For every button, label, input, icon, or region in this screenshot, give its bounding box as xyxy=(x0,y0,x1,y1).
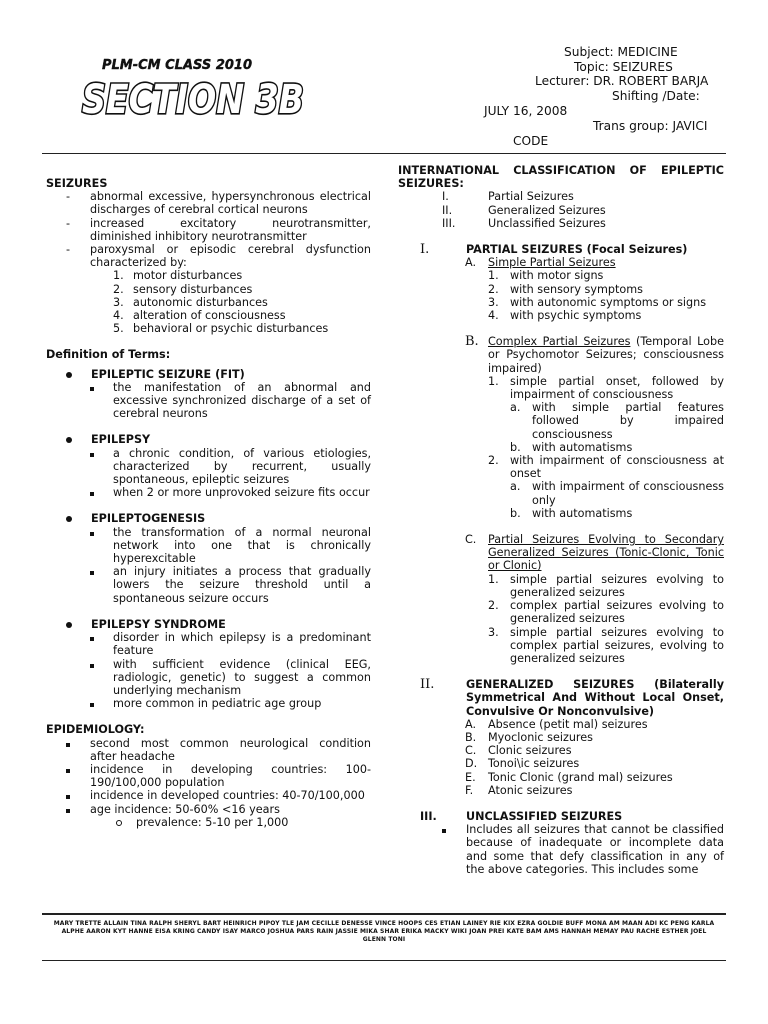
list-item: a chronic condition, of various etiologies, characterized by recurrent, usually spontaneous, epileptic seizures xyxy=(90,447,371,487)
list-item: E. Tonic Clonic (grand mal) seizures xyxy=(465,770,673,784)
bullet-icon xyxy=(66,372,72,378)
intl-classification-list xyxy=(398,190,724,230)
list-item: 4. alteration of consciousness xyxy=(113,309,286,323)
list-item: incidence in developing countries: 100-190/100,000 population xyxy=(66,763,371,789)
list-item: incidence in developed countries: 40-70/100,000 xyxy=(66,789,371,802)
term-heading: EPILEPSY xyxy=(46,433,371,446)
term-definition-list xyxy=(46,631,371,710)
logo-section-text: SECTION 3B xyxy=(82,77,304,123)
list-item: 2. with sensory symptoms xyxy=(488,282,643,296)
lecturer-line: Lecturer: DR. ROBERT BARJA xyxy=(535,74,709,88)
generalized-seizures-heading: II. GENERALIZED SEIZURES (Bilaterally Symmetrical And Without Local Onset, Convulsive Or Nonconvulsive) xyxy=(420,677,724,718)
bullet-icon xyxy=(66,516,72,522)
list-item: 1. simple partial seizures evolving to generalized seizures xyxy=(488,572,724,599)
list-item: b. with automatisms xyxy=(510,506,633,520)
list-item: C. Partial Seizures Evolving to Secondary Generalized Seizures (Tonic-Clonic, Tonic or Clonic) xyxy=(465,533,724,573)
term-definition-list xyxy=(46,447,371,500)
dysfunction-list xyxy=(46,269,371,335)
list-item: F. Atonic seizures xyxy=(465,783,573,797)
epidemiology-list xyxy=(46,737,371,816)
list-item: 1. motor disturbances xyxy=(113,269,243,283)
evolving-partial-section xyxy=(398,533,724,665)
partial-seizures-heading: I. PARTIAL SEIZURES (Focal Seizures) xyxy=(420,242,688,258)
list-item: with sufficient evidence (clinical EEG, radiologic, genetic) to suggest a common underlying mechanism xyxy=(90,658,371,698)
list-item: when 2 or more unprovoked seizure fits occur xyxy=(90,486,371,499)
list-item: 3. autonomic disturbances xyxy=(113,295,268,309)
seizures-title: SEIZURES xyxy=(46,177,108,190)
trans-group-line: Trans group: JAVICI xyxy=(593,119,708,133)
square-bullet-icon xyxy=(90,532,94,536)
list-item: I. Partial Seizures xyxy=(442,190,574,204)
bullet-icon xyxy=(66,437,72,443)
list-item: II. Generalized Seizures xyxy=(442,203,606,217)
list-item: disorder in which epilepsy is a predominant feature xyxy=(90,631,371,657)
list-item: 2. sensory disturbances xyxy=(113,282,253,296)
shifting-date-line: Shifting /Date: xyxy=(612,89,700,103)
list-item: 4. with psychic symptoms xyxy=(488,309,642,323)
square-bullet-icon xyxy=(66,769,70,773)
list-item: 2. with impairment of consciousness at onset xyxy=(488,454,724,481)
circle-bullet-icon xyxy=(116,820,122,826)
seizures-list xyxy=(46,190,371,269)
square-bullet-icon xyxy=(66,795,70,799)
term-heading: EPILEPSY SYNDROME xyxy=(46,618,371,631)
footer-names: MARY TRETTE ALLAIN TINA RALPH SHERYL BART HEINRICH PIPOY TLE JAM CECILLE DENESSE VINCE HOOPS CES ETIAN LAINEY RIE KIX EZRA GOLDIE BUFF MONA AM MAAN ADI KC PENG KARLA ALPHE AARON KYT HANNE EISA KRING CANDY ISAY MARCO JOSHUA PARS RAIN JASSIE MIKA SHAR ERIKA MACKY WIKI JOAN PREI KATE BAM AMS HANNAH MEMAY PAU RACHE ESTHER JOEL GLENN TONI xyxy=(53,920,715,944)
list-item: B. Complex Partial Seizures (Temporal Lobe or Psychomotor Seizures; consciousness impaired) xyxy=(465,334,724,375)
list-item: the transformation of a normal neuronal network into one that is chronically hyperexcitable xyxy=(90,526,371,566)
list-item: a. with impairment of consciousness only xyxy=(510,480,724,507)
subject-line: Subject: MEDICINE xyxy=(564,45,678,59)
list-item: A. Absence (petit mal) seizures xyxy=(465,717,648,731)
list-item: second most common neurological condition after headache xyxy=(66,737,371,763)
simple-partial-section xyxy=(398,256,724,322)
square-bullet-icon xyxy=(90,703,94,707)
header-divider xyxy=(42,153,726,154)
list-item: - increased excitatory neurotransmitter, diminished inhibitory neurotransmitter xyxy=(66,216,371,243)
left-column xyxy=(46,177,371,829)
term-heading: EPILEPTOGENESIS xyxy=(46,512,371,525)
list-item: - paroxysmal or episodic cerebral dysfunction characterized by: xyxy=(66,243,371,270)
list-item: 2. complex partial seizures evolving to generalized seizures xyxy=(488,599,724,626)
right-column xyxy=(398,164,724,876)
footer-divider-top xyxy=(42,913,726,915)
generalized-list xyxy=(398,718,724,797)
list-item: age incidence: 50-60% <16 years xyxy=(66,803,371,816)
section-3b-logo xyxy=(80,55,310,121)
square-bullet-icon xyxy=(90,387,94,391)
date-line: JULY 16, 2008 xyxy=(484,104,568,118)
square-bullet-icon xyxy=(90,637,94,641)
bullet-icon xyxy=(66,622,72,628)
list-item: prevalence: 5-10 per 1,000 xyxy=(46,816,371,829)
list-item: a. with simple partial features followed by impaired consciousness xyxy=(510,401,724,441)
unclassified-seizures-heading: III. UNCLASSIFIED SEIZURES xyxy=(420,809,623,823)
square-bullet-icon xyxy=(90,492,94,496)
epidemiology-title: EPIDEMIOLOGY: xyxy=(46,723,145,737)
square-bullet-icon xyxy=(90,453,94,457)
definitions-title: Definition of Terms: xyxy=(46,348,171,362)
footer-divider-bottom xyxy=(42,960,726,961)
list-item: C. Clonic seizures xyxy=(465,744,572,758)
square-bullet-icon xyxy=(66,809,70,813)
square-bullet-icon xyxy=(90,571,94,575)
term-heading: EPILEPTIC SEIZURE (FIT) xyxy=(46,368,371,381)
term-definition-list xyxy=(46,381,371,421)
list-item: Includes all seizures that cannot be classified because of inadequate or incomplete data and some that defy classification in any of the above categories. This includes some xyxy=(398,823,724,876)
list-item: - abnormal excessive, hypersynchronous electrical discharges of cerebral cortical neurons xyxy=(66,190,371,217)
intl-classification-title: INTERNATIONAL CLASSIFICATION OF EPILEPTIC SEIZURES: xyxy=(398,164,724,191)
list-item: 5. behavioral or psychic disturbances xyxy=(113,322,329,336)
list-item: b. with automatisms xyxy=(510,440,633,454)
logo-class-text: PLM-CM CLASS 2010 xyxy=(102,58,253,73)
list-item: 1. simple partial onset, followed by impairment of consciousness xyxy=(488,374,724,402)
list-item: D. Tonoi\ic seizures xyxy=(465,757,580,771)
list-item: 1. with motor signs xyxy=(488,269,604,283)
topic-line: Topic: SEIZURES xyxy=(574,60,673,74)
square-bullet-icon xyxy=(66,743,70,747)
square-bullet-icon xyxy=(442,829,446,833)
term-definition-list xyxy=(46,526,371,605)
complex-partial-section xyxy=(398,335,724,520)
code-line: CODE xyxy=(513,134,549,148)
list-item: the manifestation of an abnormal and excessive synchronized discharge of a set of cerebral neurons xyxy=(90,381,371,421)
list-item: 3. simple partial seizures evolving to complex partial seizures, evolving to generalized seizures xyxy=(488,625,724,665)
list-item: B. Myoclonic seizures xyxy=(465,730,593,744)
list-item: an injury initiates a process that gradually lowers the seizure threshold until a spontaneous seizure occurs xyxy=(90,565,371,605)
list-item: more common in pediatric age group xyxy=(90,697,371,710)
list-item: III. Unclassified Seizures xyxy=(442,216,606,230)
list-item: 3. with autonomic symptoms or signs xyxy=(488,295,707,309)
square-bullet-icon xyxy=(90,664,94,668)
list-item: A. Simple Partial Seizures xyxy=(465,256,616,270)
